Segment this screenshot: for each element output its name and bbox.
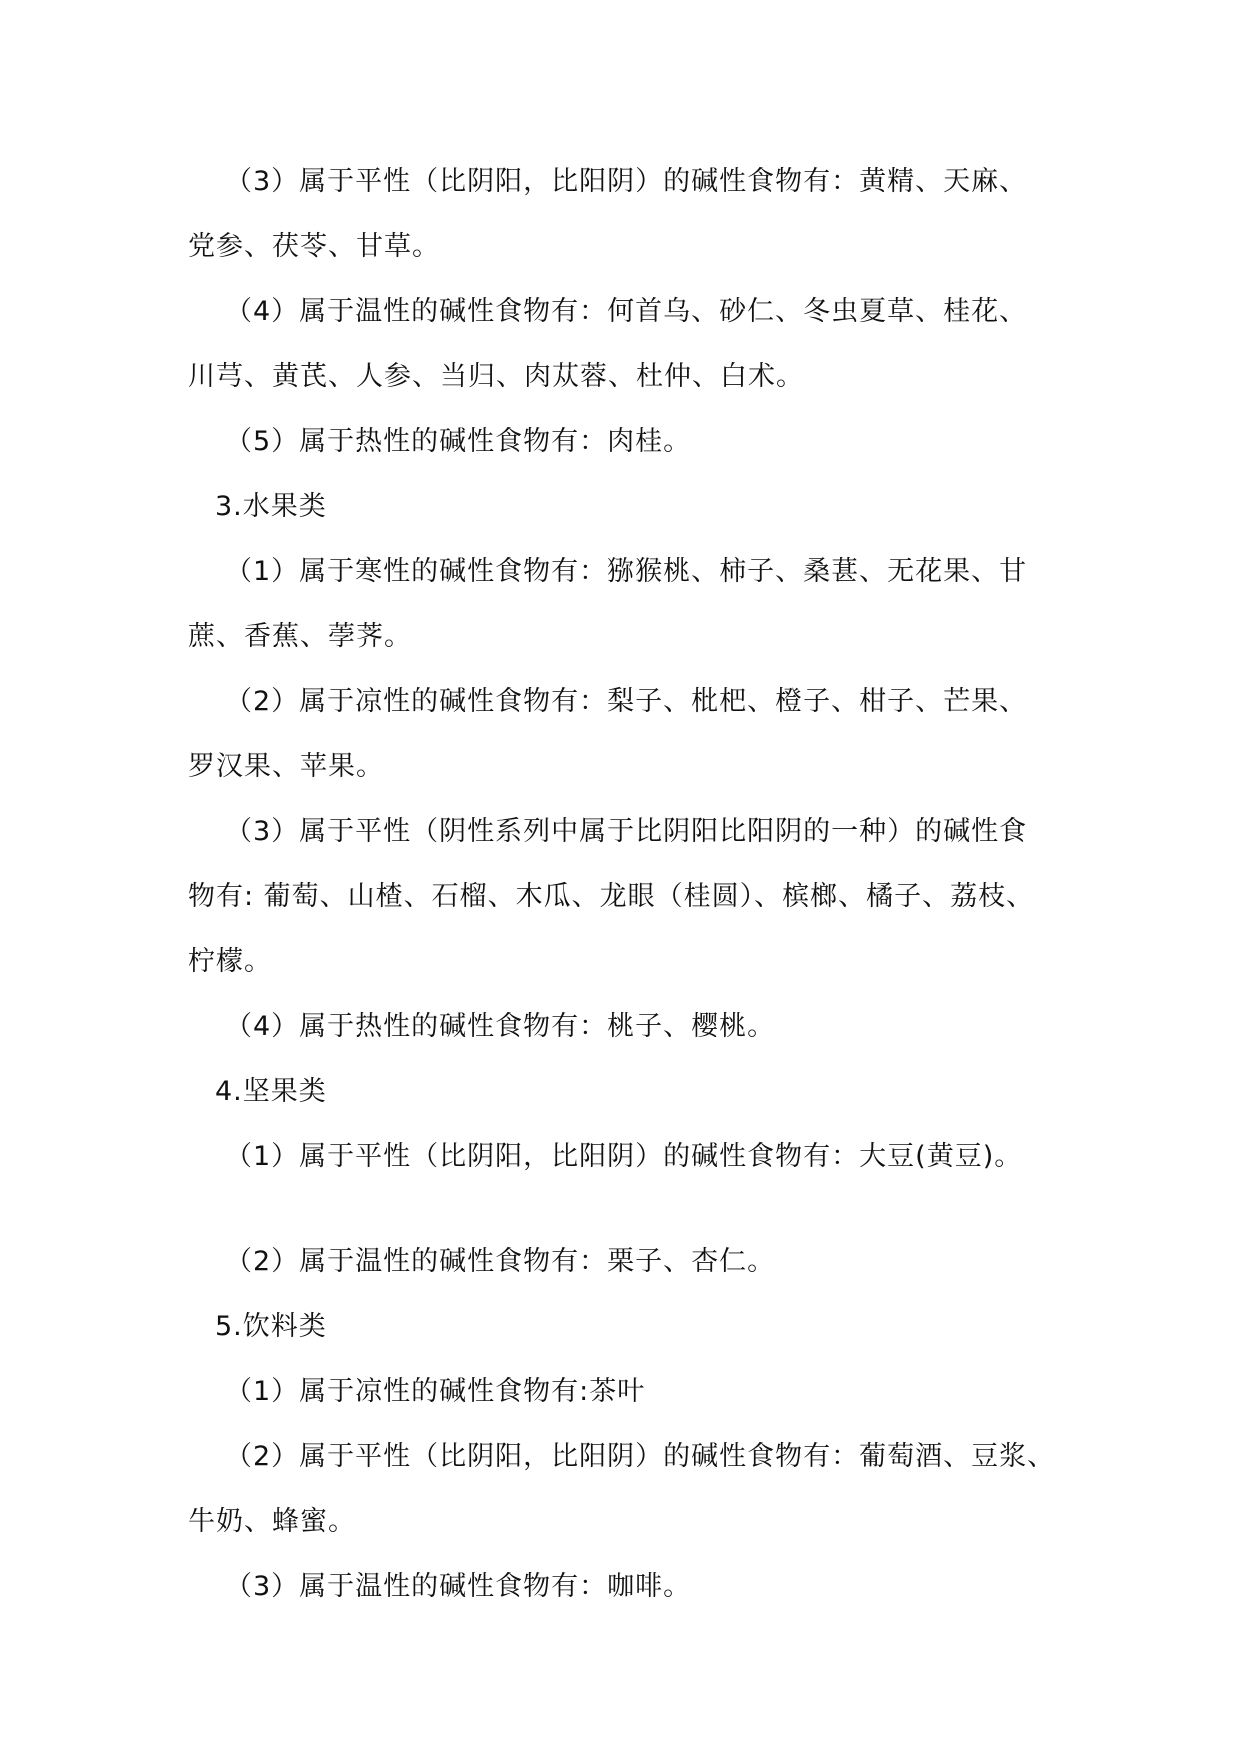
paragraph-line: 牛奶、蜂蜜。 <box>188 1506 356 1537</box>
paragraph-line: （5）属于热性的碱性食物有：肉桂。 <box>225 426 692 457</box>
paragraph-line: （1）属于寒性的碱性食物有：猕猴桃、柿子、桑葚、无花果、甘 <box>225 556 1028 587</box>
paragraph-line: 蔗、香蕉、荸荠。 <box>188 621 412 652</box>
paragraph-line: （3）属于温性的碱性食物有：咖啡。 <box>225 1571 692 1602</box>
section-heading: 5.饮料类 <box>215 1311 327 1342</box>
paragraph-line: （2）属于温性的碱性食物有：栗子、杏仁。 <box>225 1246 776 1277</box>
paragraph-line: （3）属于平性（比阴阳，比阳阴）的碱性食物有：黄精、天麻、 <box>225 166 1028 197</box>
section-heading: 3.水果类 <box>215 491 327 522</box>
paragraph-line: 柠檬。 <box>188 946 272 977</box>
paragraph-line: （4）属于热性的碱性食物有：桃子、樱桃。 <box>225 1011 776 1042</box>
paragraph-line: （3）属于平性（阴性系列中属于比阴阳比阳阴的一种）的碱性食 <box>225 816 1028 847</box>
paragraph-line: 罗汉果、苹果。 <box>188 751 384 782</box>
paragraph-line: 党参、茯苓、甘草。 <box>188 231 440 262</box>
paragraph-line: （1）属于平性（比阴阳，比阳阴）的碱性食物有：大豆(黄豆)。 <box>225 1141 1023 1172</box>
paragraph-line: （2）属于凉性的碱性食物有：梨子、枇杷、橙子、柑子、芒果、 <box>225 686 1028 717</box>
paragraph-line: 川芎、黄芪、人参、当归、肉苁蓉、杜仲、白术。 <box>188 361 804 392</box>
paragraph-line: （2）属于平性（比阴阳，比阳阴）的碱性食物有：葡萄酒、豆浆、 <box>225 1441 1056 1472</box>
paragraph-line: 物有: 葡萄、山楂、石榴、木瓜、龙眼（桂圆）、槟榔、橘子、荔枝、 <box>188 881 1035 912</box>
paragraph-line: （1）属于凉性的碱性食物有:茶叶 <box>225 1376 646 1407</box>
paragraph-line: （4）属于温性的碱性食物有：何首乌、砂仁、冬虫夏草、桂花、 <box>225 296 1028 327</box>
section-heading: 4.坚果类 <box>215 1076 327 1107</box>
